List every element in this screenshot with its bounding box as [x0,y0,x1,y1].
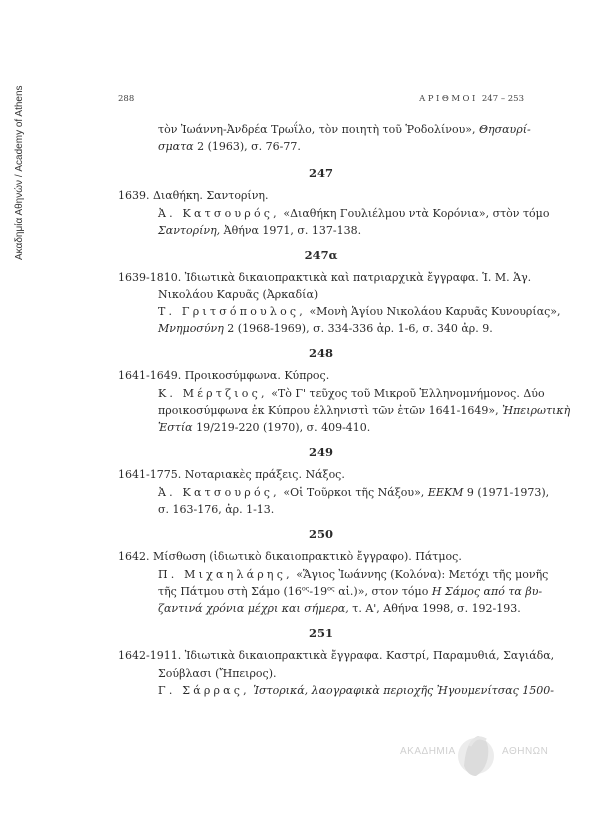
entry-249-heading: 1641-1775. Νοταριακὲς πράξεις. Νάξος. [118,468,345,481]
running-title: ΑΡΙΘΜΟΙ 247 – 253 [419,94,524,104]
logo-text-left: ΑΚΑΔΗΜΙΑ [400,746,456,757]
entry-248-citation-cont: προικοσύμφωνα ἐκ Κύπρου ἑλληνιστὶ τῶν ἐτῶν 1641-1649», Ἠπειρωτικὴ [158,404,571,417]
entry-number-248: 248 [308,346,333,360]
entry-248-citation: Κ. Μέρτζιος, «Τὸ Γ' τεῦχος τοῦ Μικροῦ Ἑλληνομνήμονος. Δύο [158,387,545,400]
entry-number-247: 247 [308,166,333,180]
entry-247a-heading-cont: Νικολάου Καρυᾶς (Ἀρκαδία) [158,288,319,301]
entry-number-250: 250 [308,527,333,541]
entry-247a-citation: Τ. Γριτσόπουλος, «Μονὴ Ἁγίου Νικολάου Καρυᾶς Κυνουρίας», [158,305,561,318]
entry-247a-heading: 1639-1810. Ἰδιωτικὰ δικαιοπρακτικὰ καὶ πατριαρχικὰ ἔγγραφα. Ἱ. Μ. Ἁγ. [118,271,532,284]
entry-251-citation: Γ. Σάρρας, Ἱστορικά, λαογραφικὰ περιοχῆς Ἠγουμενίτσας 1500- [158,684,555,697]
entry-249-citation-cont: σ. 163-176, ἀρ. 1-13. [158,503,275,516]
logo-text-right: ΑΘΗΝΩΝ [502,746,549,757]
entry-250-heading: 1642. Μίσθωση (ἰδιωτικὸ δικαιοπρακτικὸ ἔγγραφο). Πάτμος. [118,550,462,563]
entry-250-citation: Π. Μιχαηλάρης, «Ἅγιος Ἰωάννης (Κολόνα): Μετόχι τῆς μονῆς [158,568,549,581]
entry-251-heading: 1642-1911. Ἰδιωτικὰ δικαιοπρακτικὰ ἔγγραφα. Καστρί, Παραμυθιά, Σαγιάδα, [118,649,555,662]
entry-251-heading-cont: Σούβλασι (Ἤπειρος). [158,667,277,680]
continuation-line-1: τὸν Ἰωάννη-Ἀνδρέα Τρωΐλο, τὸν ποιητὴ τοῦ Ῥοδολίνου», Θησαυρί- [158,123,531,136]
academy-watermark-logo [398,722,548,792]
continuation-line-2: σματα 2 (1963), σ. 76-77. [158,140,301,153]
entry-250-citation-end: ζαντινά χρόνια μέχρι και σήμερα, τ. Α', Αθήνα 1998, σ. 192-193. [158,602,521,615]
entry-247-citation: Ἀ. Κατσουρός, «Διαθήκη Γουλιέλμου ντὰ Κορόνια», στὸν τόμο [158,207,550,220]
entry-250-citation-cont: τῆς Πάτμου στὴ Σάμο ($16^{o\varsigma}-19^{o\varsigma}$ αἰ.)», στον τόμο Η Σάμος από τα βυ- [158,584,543,598]
entry-number-251: 251 [308,626,333,640]
page-header [118,94,524,104]
entry-number-247a: 247α [304,248,338,262]
entry-247-citation-cont: Σαντορίνη, Ἀθήνα 1971, σ. 137-138. [158,224,362,237]
entry-number-249: 249 [308,445,333,459]
archive-side-label: Ακαδημία Αθηνών / Academy of Athens [14,85,25,260]
entry-248-citation-end: Ἑστία 19/219-220 (1970), σ. 409-410. [158,421,371,434]
entry-247-heading: 1639. Διαθήκη. Σαντορίνη. [118,189,269,202]
entry-248-heading: 1641-1649. Προικοσύμφωνα. Κύπρος. [118,369,330,382]
page-number: 288 [118,94,135,104]
entry-247a-citation-cont: Μνημοσύνη 2 (1968-1969), σ. 334-336 ἀρ. 1-6, σ. 340 ἀρ. 9. [158,322,493,335]
athena-head-icon [456,726,496,786]
entry-249-citation: Ἀ. Κατσουρός, «Οἱ Τοῦρκοι τῆς Νάξου», ΕΕΚΜ 9 (1971-1973), [158,486,550,499]
